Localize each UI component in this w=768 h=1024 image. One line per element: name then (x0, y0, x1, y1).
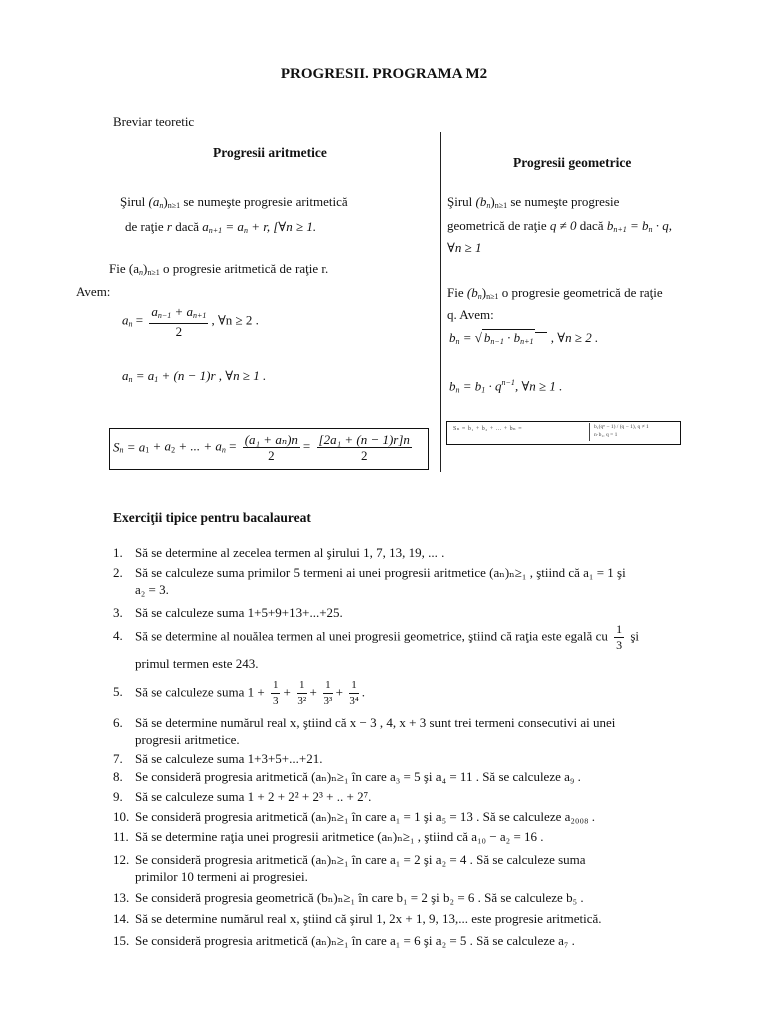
geometric-avem: q. Avem: (447, 307, 494, 322)
exercise-7: 7. Să se calculeze suma 1+3+5+...+21. (113, 751, 323, 766)
geometric-definition-line2: geometrică de raţie q ≠ 0 dacă $b_{n+1} = b_n \cdot q$, (447, 218, 672, 234)
arithmetic-definition-line2: de raţie r dacă $a_{n+1} = a_n + r$, [∀n ≥ 1. (125, 219, 317, 235)
page-title: PROGRESII. PROGRAMA M2 (280, 66, 488, 82)
arithmetic-general-term: $a_n = a_1 + (n - 1)r$ , ∀n ≥ 1 . (122, 368, 267, 384)
exercise-9: 9. Să se calculeze suma 1 + 2 + 2² + 2³ + .. + 2⁷. (113, 789, 372, 804)
geometric-sum-case1: b₁(qⁿ − 1) / (q − 1), q ≠ 1 (594, 424, 649, 430)
arithmetic-fie-line: Fie $(a_n)_{n\ge 1}$ o progresie aritmetică de raţie r. (109, 261, 329, 277)
arithmetic-avem: Avem: (76, 284, 111, 299)
breviar-label: Breviar teoretic (113, 114, 195, 129)
radical-overline-mark (535, 332, 547, 333)
exercises-title: Exerciţii tipice pentru bacalaureat (113, 510, 311, 525)
exercise-4: 4. Să se determine al nouălea termen al unei progresii geometrice, ştiind că raţia este egală cu $\frac{1}{3}$ şi primul termen este 243. (113, 622, 640, 671)
geometric-definition-line3: ∀n ≥ 1 (447, 240, 482, 255)
exercise-10: 10. Se consideră progresia aritmetică (aₙ)ₙ≥₁ în care a₁ = 1 şi a₅ = 13 . Să se calculeze a₂₀₀₈ . (113, 809, 596, 824)
exercise-8: 8. Se consideră progresia aritmetică (aₙ)ₙ≥₁ în care a₃ = 5 şi a₄ = 11 . Să se calculeze a₉ . (113, 769, 581, 784)
arithmetic-mean-formula: $a_n$ = $\frac{a_{n-1} + a_{n+1}}{2}$ , ∀n ≥ 2 . (122, 304, 259, 339)
arithmetic-heading: Progresii aritmetice (213, 145, 327, 160)
exercise-14: 14. Să se determine numărul real x, ştiind că şirul 1, 2x + 1, 9, 13,... este progresie aritmetică. (113, 911, 602, 926)
exercise-1: 1. Să se determine al zecelea termen al şirului 1, 7, 13, 19, ... . (113, 545, 445, 560)
geometric-fie-line: Fie $(b_n)_{n\ge 1}$ o progresie geometrică de raţie (447, 285, 663, 301)
exercise-13: 13. Se consideră progresia geometrică (bₙ)ₙ≥₁ în care b₁ = 2 şi b₂ = 6 . Să se calculeze b₅ . (113, 890, 584, 905)
exercise-3: 3. Să se calculeze suma 1+5+9+13+...+25. (113, 605, 343, 620)
geometric-definition-line1: Şirul $(b_n)_{n\ge 1}$ se numeşte progresie (447, 194, 620, 210)
exercise-11: 11. Să se determine raţia unei progresii aritmetice (aₙ)ₙ≥₁ , ştiind că a₁₀ − a₂ = 16 . (113, 829, 544, 844)
geometric-sum-case2: n·b₁, q = 1 (594, 432, 618, 438)
exercise-15: 15. Se consideră progresia aritmetică (aₙ)ₙ≥₁ în care a₁ = 6 şi a₂ = 5 . Să se calculeze a₇ . (113, 933, 575, 948)
exercise-5: 5. Să se calculeze suma 1 + $\frac{1}{3}$ + $\frac{1}{\text{3²}}$ + $\frac{1}{\text{3³}}$ + $\frac{1}{\text{3⁴}}$ . (113, 679, 365, 707)
arithmetic-sum-box (109, 428, 429, 470)
exercise-6: 6. Să se determine numărul real x, ştiind că x − 3 , 4, x + 3 sunt trei termeni consecutivi ai unei progresii aritmetice. (113, 715, 616, 747)
geometric-sum-text: Sₙ = b₁ + b₂ + ... + bₙ = (453, 426, 523, 432)
arithmetic-sum-formula: $S_n = a_1 + a_2$ + ... + $a_n$ = $\frac{\text{(a₁ + aₙ)n}}{2}$ = $\frac{\text{[2a₁ + (n − 1)r]n}}{2}$ (113, 432, 410, 463)
exercise-2: 2. Să se calculeze suma primilor 5 termeni ai unei progresii aritmetice (aₙ)ₙ≥₁ , ştiind că a₁ = 1 şi a₂ = 3. (113, 565, 626, 597)
arithmetic-definition-line1: Şirul $(a_n)_{n\ge 1}$ se numeşte progresie aritmetică (120, 194, 348, 210)
exercise-12: 12. Se consideră progresia aritmetică (aₙ)ₙ≥₁ în care a₁ = 2 şi a₂ = 4 . Să se calculeze suma primilor 10 termeni ai progresiei. (113, 852, 586, 884)
geometric-general-term: $b_n = b_1 \cdot q^{n-1}$, ∀n ≥ 1 . (449, 378, 563, 395)
geometric-mean-formula: $b_n$ = √ $b_{n-1} \cdot b_{n+1}$ , ∀n ≥ 2 . (449, 330, 599, 346)
geometric-heading: Progresii geometrice (513, 155, 632, 170)
geometric-sum-cases (589, 423, 676, 441)
column-divider (440, 132, 441, 472)
geometric-sum-box (446, 421, 681, 445)
